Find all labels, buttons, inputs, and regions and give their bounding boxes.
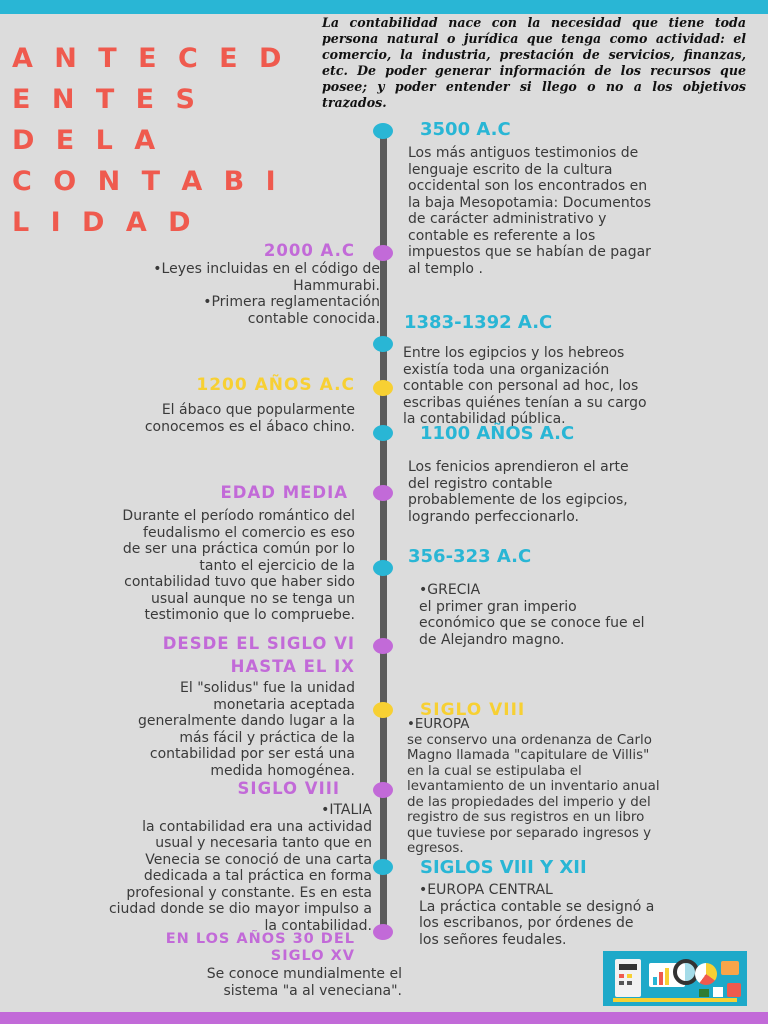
timeline-dot-siglo-viii-europa: [373, 702, 393, 718]
text-1383: Entre los egipcios y los hebreos existía toda una organización contable con personal ad hoc, los escribas quiénes tenían a su cargo la contabilidad pública.: [403, 345, 647, 427]
bottom-accent-bar: [0, 1012, 768, 1024]
top-accent-bar: [0, 0, 768, 14]
heading-1100: 1100 AÑOS A.C: [420, 423, 575, 444]
heading-siglo-vi-line2: HASTA EL IX: [230, 657, 355, 676]
timeline-dot-1383: [373, 336, 393, 352]
heading-356: 356-323 A.C: [408, 546, 532, 567]
timeline-dot-1100: [373, 425, 393, 441]
heading-siglo-viii-italia: SIGLO VIII: [237, 779, 340, 798]
accounting-illustration-icon: [603, 951, 747, 1006]
text-siglo-viii-italia: •ITALIA la contabilidad era una actividad usual y necesaria tanto que en Venecia se conoció de una carta dedicada a tal práctica en forma profesional y constante. Es en esta ciudad donde se dio mayor impulso a la contabilidad.: [108, 802, 372, 934]
heading-siglos-viii-xii: SIGLOS VIII Y XII: [420, 857, 587, 878]
page-title: A N T E C E D E N T E S D E L A C O N T A B I L I D A D: [12, 43, 288, 238]
text-siglos-viii-xii: •EUROPA CENTRAL La práctica contable se designó a los escribanos, por órdenes de los señores feudales.: [419, 882, 655, 948]
timeline-dot-siglo-viii-italia: [373, 782, 393, 798]
timeline-dot-edad-media: [373, 485, 393, 501]
timeline-dot-siglo-xv: [373, 924, 393, 940]
intro-paragraph: La contabilidad nace con la necesidad que tiene toda persona natural o jurídica que tenga como actividad: el comercio, la industria, prestación de servicios, finanzas, etc. De poder generar información de los recursos que posee; y poder entender si llego o no a los objetivos trazados.: [322, 15, 746, 110]
text-356: •GRECIA el primer gran imperio económico que se conoce fue el de Alejandro magno.: [419, 582, 645, 648]
text-siglo-vi-ix: El "solidus" fue la unidad monetaria aceptada generalmente dando lugar a la más fácil y práctica de la contabilidad por ser está una medida homogénea.: [137, 680, 355, 779]
text-siglo-viii-europa: •EUROPA se conservo una ordenanza de Carlo Magno llamada "capitulare de Villis" en la cual se estipulaba el levantamiento de un inventario anual de las propiedades del imperio y del registro de sus registros en un libro que tuviese por separado ingresos y egresos.: [407, 717, 660, 856]
heading-3500: 3500 A.C: [420, 119, 511, 140]
text-edad-media: Durante el período romántico del feudalismo el comercio es eso de ser una práctica común por lo tanto el ejercicio de la contabilidad tuvo que haber sido usual aunque no se tenga un testimonio que lo compruebe.: [122, 508, 355, 623]
heading-siglo-xv-line2: SIGLO XV: [270, 948, 355, 964]
heading-1383: 1383-1392 A.C: [404, 312, 553, 333]
heading-edad-media: EDAD MEDIA: [220, 483, 348, 502]
heading-siglo-vi-line1: DESDE EL SIGLO VI: [162, 634, 355, 653]
heading-siglo-viii-europa: SIGLO VIII: [420, 700, 526, 720]
text-1100: Los fenicios aprendieron el arte del registro contable probablemente de los egipcios, logrando perfeccionarlo.: [408, 459, 629, 525]
text-2000: •Leyes incluidas en el código de Hammurabi. •Primera reglamentación contable conocida.: [153, 261, 380, 327]
timeline-dot-siglos-viii-xii: [373, 859, 393, 875]
text-3500: Los más antiguos testimonios de lenguaje escrito de la cultura occidental son los encontrados en la baja Mesopotamia: Documentos de carácter administrativo y contable es referente a los impuestos que se habían de pagar al templo .: [408, 145, 652, 277]
heading-siglo-xv-line1: EN LOS AÑOS 30 DEL: [165, 931, 355, 947]
timeline-dot-1200: [373, 380, 393, 396]
heading-2000: 2000 A.C: [263, 241, 355, 260]
heading-1200: 1200 AÑOS A.C: [196, 375, 355, 395]
timeline-dot-356: [373, 560, 393, 576]
timeline-dot-siglo-vi: [373, 638, 393, 654]
text-1200: El ábaco que popularmente conocemos es el ábaco chino.: [144, 402, 355, 435]
timeline-dot-2000: [373, 245, 393, 261]
timeline-dot-3500: [373, 123, 393, 139]
text-siglo-xv: Se conoce mundialmente el sistema "a al veneciana".: [206, 966, 402, 999]
